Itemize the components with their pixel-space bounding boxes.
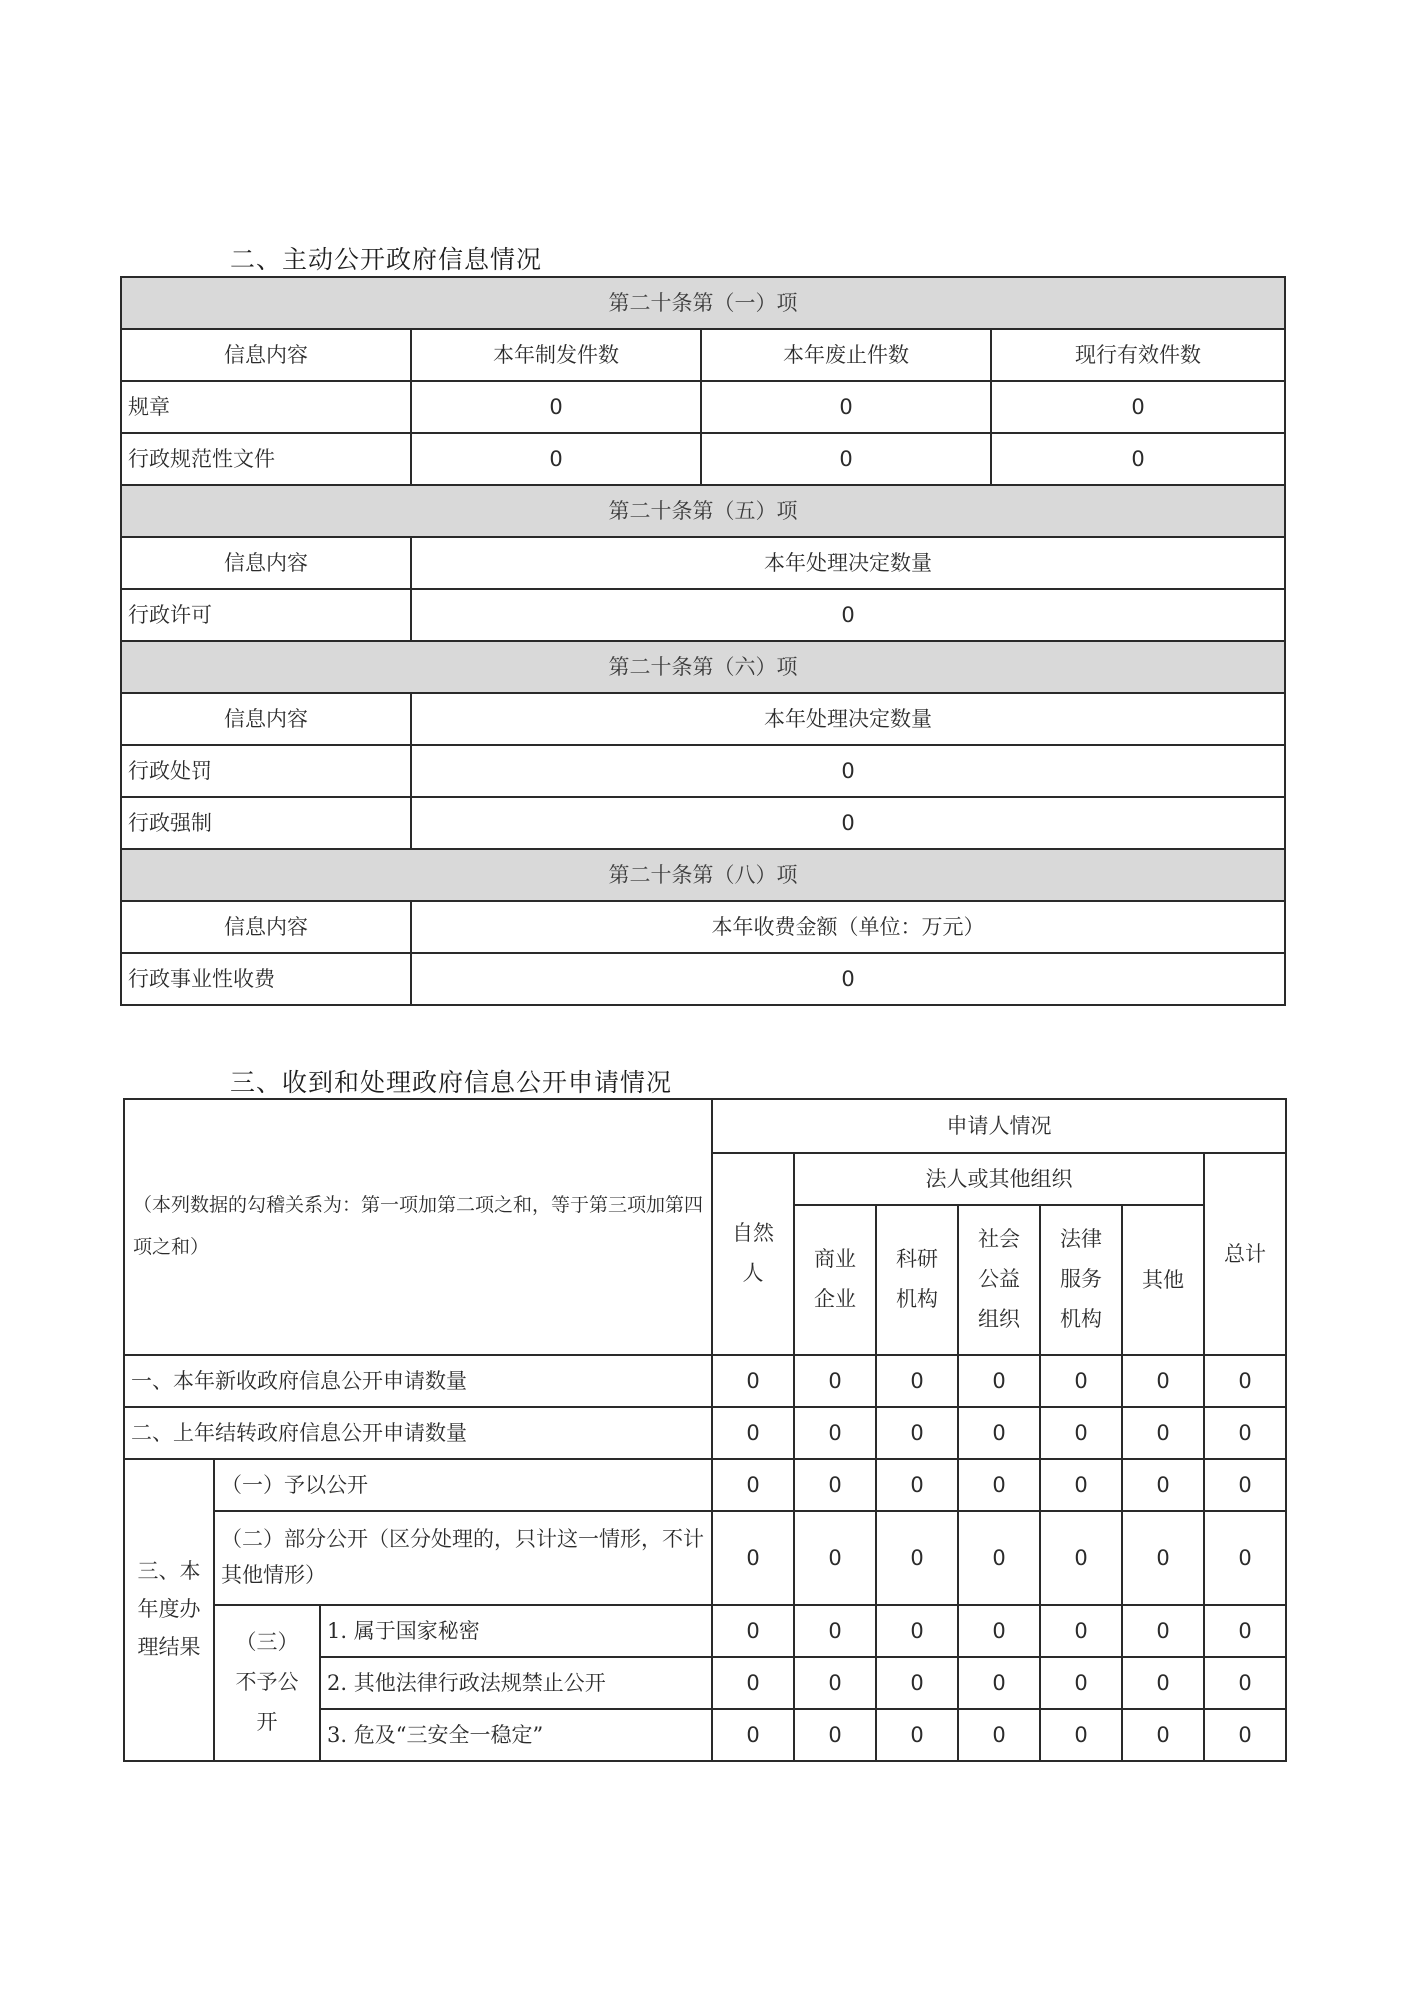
cell-value: 0 — [958, 1657, 1040, 1709]
cell-value: 0 — [1204, 1605, 1286, 1657]
header-info-content: 信息内容 — [121, 901, 411, 953]
band-article-20-8: 第二十条第（八）项 — [121, 849, 1285, 901]
header-social-welfare-org: 社会公益组织 — [958, 1205, 1040, 1355]
row-label-carried-over: 二、上年结转政府信息公开申请数量 — [124, 1407, 712, 1459]
table-row — [121, 589, 1285, 641]
header-legal-entities: 法人或其他组织 — [794, 1153, 1204, 1205]
band-article-20-6: 第二十条第（六）项 — [121, 641, 1285, 693]
cell-value: 0 — [1122, 1355, 1204, 1407]
cell-value: 0 — [1040, 1605, 1122, 1657]
table-row — [121, 381, 1285, 433]
cell-value: 0 — [958, 1355, 1040, 1407]
table-row — [121, 745, 1285, 797]
table-row — [124, 1459, 1286, 1511]
disclosure-requests-table — [123, 1098, 1287, 1762]
cell-value: 0 — [1040, 1355, 1122, 1407]
cell-value: 0 — [876, 1657, 958, 1709]
cell-value: 0 — [1122, 1709, 1204, 1761]
cell-value: 0 — [1122, 1657, 1204, 1709]
cell-value: 0 — [1040, 1407, 1122, 1459]
row-label-normative-documents: 行政规范性文件 — [121, 433, 411, 485]
section-2-title: 二、主动公开政府信息情况 — [230, 245, 543, 274]
band-article-20-1: 第二十条第（一）项 — [121, 277, 1285, 329]
cell-value: 0 — [1122, 1459, 1204, 1511]
header-research-institution: 科研机构 — [876, 1205, 958, 1355]
section-3-title: 三、收到和处理政府信息公开申请情况 — [230, 1068, 673, 1097]
header-issued-this-year: 本年制发件数 — [411, 329, 701, 381]
row-label-administrative-penalty: 行政处罚 — [121, 745, 411, 797]
cell-value: 0 — [794, 1407, 876, 1459]
cell-value: 0 — [411, 381, 701, 433]
cell-value: 0 — [876, 1407, 958, 1459]
cell-value: 0 — [1122, 1605, 1204, 1657]
cell-value: 0 — [1204, 1407, 1286, 1459]
row-group-label-results: 三、本年度办理结果 — [124, 1459, 214, 1761]
cell-value: 0 — [794, 1355, 876, 1407]
cell-value: 0 — [991, 433, 1285, 485]
header-total: 总计 — [1204, 1153, 1286, 1355]
cell-value: 0 — [794, 1511, 876, 1605]
band-article-20-5: 第二十条第（五）项 — [121, 485, 1285, 537]
table-row — [121, 953, 1285, 1005]
cell-value: 0 — [1204, 1657, 1286, 1709]
header-decisions-count: 本年处理决定数量 — [411, 693, 1285, 745]
cell-value: 0 — [411, 797, 1285, 849]
header-other: 其他 — [1122, 1205, 1204, 1355]
cell-value: 0 — [712, 1511, 794, 1605]
header-abolished-this-year: 本年废止件数 — [701, 329, 991, 381]
cell-value: 0 — [958, 1605, 1040, 1657]
note-cell: （本列数据的勾稽关系为：第一项加第二项之和，等于第三项加第四项之和） — [124, 1099, 712, 1355]
cell-value: 0 — [876, 1355, 958, 1407]
cell-value: 0 — [876, 1459, 958, 1511]
header-info-content: 信息内容 — [121, 329, 411, 381]
header-natural-person: 自然人 — [712, 1153, 794, 1355]
cell-value: 0 — [712, 1709, 794, 1761]
cell-value: 0 — [1040, 1511, 1122, 1605]
cell-value: 0 — [958, 1407, 1040, 1459]
row-label-disclosed: （一）予以公开 — [214, 1459, 712, 1511]
cell-value: 0 — [411, 745, 1285, 797]
table-row — [124, 1407, 1286, 1459]
row-label-new-requests: 一、本年新收政府信息公开申请数量 — [124, 1355, 712, 1407]
cell-value: 0 — [411, 589, 1285, 641]
header-commercial-enterprise: 商业企业 — [794, 1205, 876, 1355]
header-legal-service-org: 法律服务机构 — [1040, 1205, 1122, 1355]
cell-value: 0 — [712, 1605, 794, 1657]
cell-value: 0 — [876, 1709, 958, 1761]
cell-value: 0 — [1204, 1511, 1286, 1605]
cell-value: 0 — [1122, 1511, 1204, 1605]
row-group-label-not-disclosed: （三）不予公开 — [214, 1605, 320, 1761]
row-label-state-secret: 1. 属于国家秘密 — [320, 1605, 712, 1657]
row-label-partially-disclosed: （二）部分公开（区分处理的，只计这一情形，不计其他情形） — [214, 1511, 712, 1605]
cell-value: 0 — [1122, 1407, 1204, 1459]
row-label-security-stability: 3. 危及“三安全一稳定” — [320, 1709, 712, 1761]
table-row — [124, 1511, 1286, 1605]
table-row — [124, 1605, 1286, 1657]
cell-value: 0 — [712, 1459, 794, 1511]
table-row — [124, 1355, 1286, 1407]
table-row — [121, 797, 1285, 849]
proactive-disclosure-table — [120, 276, 1286, 1006]
cell-value: 0 — [1040, 1709, 1122, 1761]
header-currently-valid: 现行有效件数 — [991, 329, 1285, 381]
header-fee-amount: 本年收费金额（单位：万元） — [411, 901, 1285, 953]
cell-value: 0 — [794, 1709, 876, 1761]
row-label-law-prohibited: 2. 其他法律行政法规禁止公开 — [320, 1657, 712, 1709]
cell-value: 0 — [958, 1459, 1040, 1511]
cell-value: 0 — [794, 1657, 876, 1709]
row-label-administrative-fees: 行政事业性收费 — [121, 953, 411, 1005]
header-info-content: 信息内容 — [121, 693, 411, 745]
cell-value: 0 — [1204, 1459, 1286, 1511]
cell-value: 0 — [712, 1355, 794, 1407]
row-label-administrative-coercion: 行政强制 — [121, 797, 411, 849]
cell-value: 0 — [712, 1407, 794, 1459]
header-applicant-situation: 申请人情况 — [712, 1099, 1286, 1153]
table-row — [121, 433, 1285, 485]
cell-value: 0 — [712, 1657, 794, 1709]
cell-value: 0 — [701, 381, 991, 433]
cell-value: 0 — [958, 1709, 1040, 1761]
cell-value: 0 — [411, 433, 701, 485]
cell-value: 0 — [876, 1605, 958, 1657]
row-label-regulations: 规章 — [121, 381, 411, 433]
cell-value: 0 — [1040, 1657, 1122, 1709]
cell-value: 0 — [876, 1511, 958, 1605]
cell-value: 0 — [794, 1605, 876, 1657]
cell-value: 0 — [991, 381, 1285, 433]
header-info-content: 信息内容 — [121, 537, 411, 589]
cell-value: 0 — [794, 1459, 876, 1511]
row-label-administrative-license: 行政许可 — [121, 589, 411, 641]
cell-value: 0 — [701, 433, 991, 485]
cell-value: 0 — [1040, 1459, 1122, 1511]
cell-value: 0 — [1204, 1355, 1286, 1407]
cell-value: 0 — [958, 1511, 1040, 1605]
cell-value: 0 — [411, 953, 1285, 1005]
cell-value: 0 — [1204, 1709, 1286, 1761]
header-decisions-count: 本年处理决定数量 — [411, 537, 1285, 589]
